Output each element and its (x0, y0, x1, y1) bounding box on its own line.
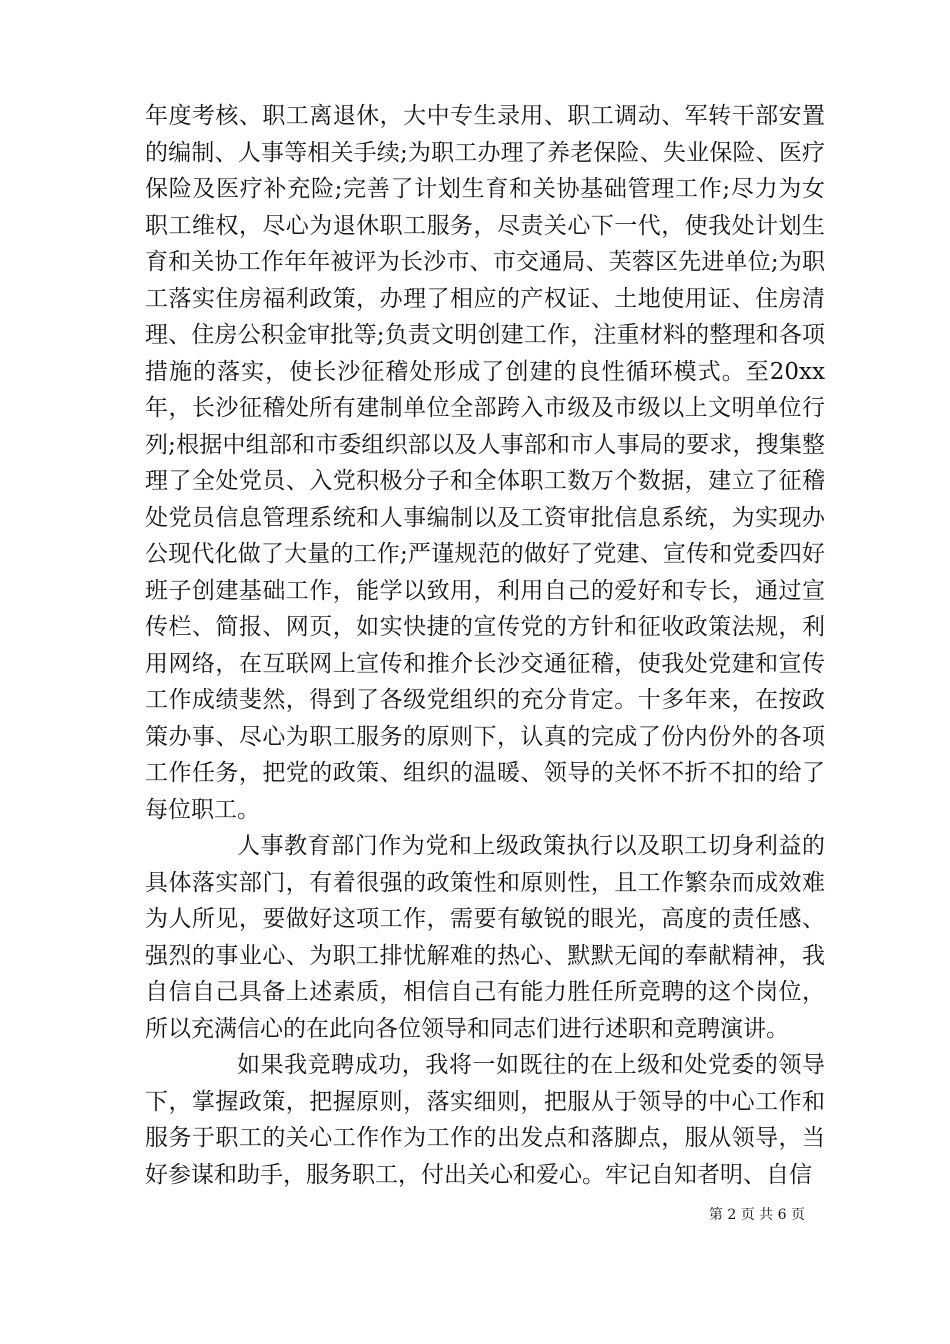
body-paragraph-1: 年度考核、职工离退休，大中专生录用、职工调动、军转干部安置的编制、人事等相关手续;为职工办理了养老保险、失业保险、医疗保险及医疗补充险;完善了计划生育和关协基础管理工作;尽力为女职工维权，尽心为退休职工服务，尽责关心下一代，使我处计划生育和关协工作年年被评为长沙市、市交通局、芙蓉区先进单位;为职工落实住房福利政策，办理了相应的产权证、土地使用证、住房清理、住房公积金审批等;负责文明创建工作，注重材料的整理和各项措施的落实，使长沙征稽处形成了创建的良性循环模式。至20xx年，长沙征稽处所有建制单位全部跨入市级及市级以上文明单位行列;根据中组部和市委组织部以及人事部和市人事局的要求，搜集整理了全处党员、入党积极分子和全体职工数万个数据，建立了征稽处党员信息管理系统和人事编制以及工资审批信息系统，为实现办公现代化做了大量的工作;严谨规范的做好了党建、宣传和党委四好班子创建基础工作，能学以致用，利用自己的爱好和专长，通过宣传栏、简报、网页，如实快捷的宣传党的方针和征收政策法规，利用网络，在互联网上宣传和推介长沙交通征稽，使我处党建和宣传工作成绩斐然，得到了各级党组织的充分肯定。十多年来，在按政策办事、尽心为职工服务的原则下，认真的完成了份内份外的各项工作任务，把党的政策、组织的温暖、领导的关怀不折不扣的给了每位职工。 (145, 103, 825, 823)
page-number: 第 2 页 共 6 页 (708, 1207, 805, 1223)
document-body (145, 98, 825, 1193)
body-paragraph-3: 如果我竞聘成功，我将一如既往的在上级和处党委的领导下，掌握政策，把握原则，落实细则，把服从于领导的中心工作和服务于职工的关心工作作为工作的出发点和落脚点，服从领导，当好参谋和助手，服务职工，付出关心和爱心。牢记自知者明、自信 (145, 1052, 825, 1188)
body-paragraph-2: 人事教育部门作为党和上级政策执行以及职工切身利益的具体落实部门，有着很强的政策性和原则性，且工作繁杂而成效难为人所见，要做好这项工作，需要有敏锐的眼光，高度的责任感、强烈的事业心、为职工排忧解难的热心、默默无闻的奉献精神，我自信自己具备上述素质，相信自己有能力胜任所竞聘的这个岗位，所以充满信心的在此向各位领导和同志们进行述职和竞聘演讲。 (145, 833, 825, 1042)
